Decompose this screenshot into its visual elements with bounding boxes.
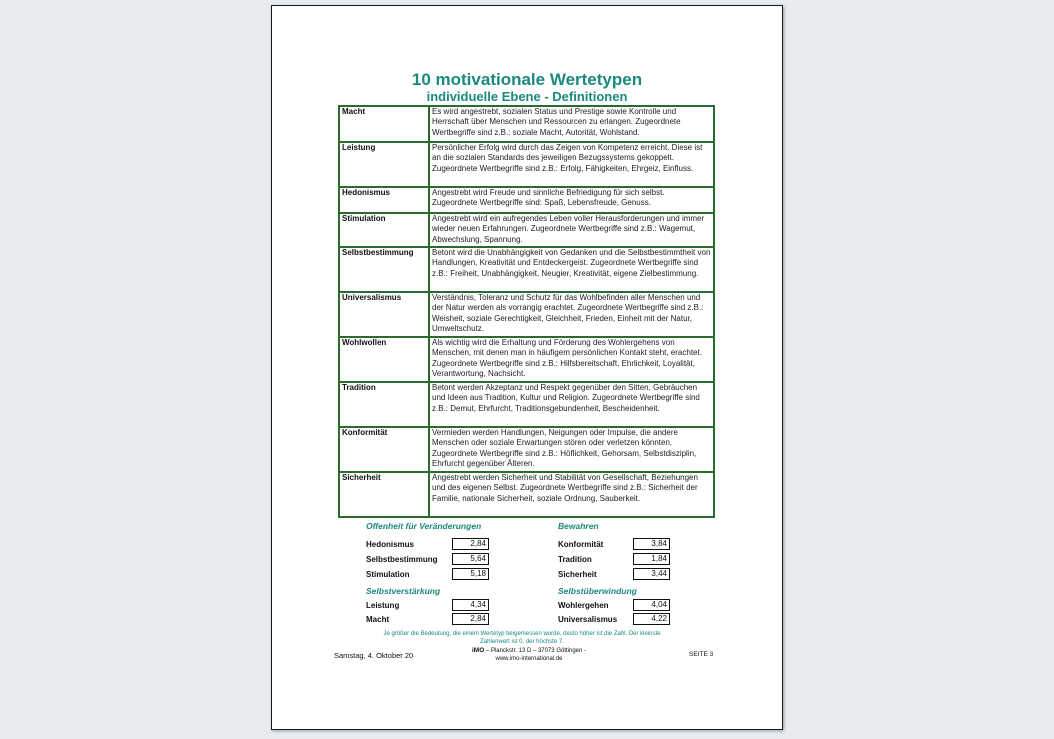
table-row — [339, 247, 714, 292]
section-heading-bewahren: Bewahren — [558, 521, 599, 531]
section-heading-selbstverstaerkung: Selbstverstärkung — [366, 586, 441, 596]
definition-cell: Als wichtig wird die Erhaltung und Förderung des Wohlergehens von Menschen, mit denen man in häufigem persönlichen Kontakt steht, erachtet. Zugeordnete Wertbegriffe sind z.B.: Hilfsbereitschaft, Ehrlichkeit, Loyalität, Verantwortung, Nachsicht. — [429, 337, 714, 382]
table-row — [339, 292, 714, 337]
section-heading-selbstueberwindung: Selbstüberwindung — [558, 586, 637, 596]
score-value: 3,44 — [633, 568, 670, 580]
score-value: 5,64 — [452, 553, 489, 565]
definition-cell: Angestrebt wird Freude und sinnliche Befriedigung für sich selbst. Zugeordnete Wertbegriffe sind: Spaß, Lebensfreude, Genuss. — [429, 187, 714, 213]
definition-cell: Es wird angestrebt, sozialen Status und Prestige sowie Kontrolle und Herrschaft über Menschen und Ressourcen zu erlangen. Zugeordnete Wertbegriffe sind z.B.: soziale Macht, Autorität, Wohlstand. — [429, 106, 714, 142]
score-value: 1,84 — [633, 553, 670, 565]
document-page — [271, 5, 783, 730]
term-cell: Sicherheit — [339, 472, 429, 517]
table-row — [339, 337, 714, 382]
term-cell: Wohlwollen — [339, 337, 429, 382]
score-label: Stimulation — [366, 570, 410, 579]
definition-cell: Angestrebt werden Sicherheit und Stabilität von Gesellschaft, Beziehungen und des eigenen Selbst. Zugeordnete Wertbegriffe sind z.B.: Sicherheit der Familie, nationale Sicherheit, soziale Ordnung, Sauberkeit. — [429, 472, 714, 517]
org-website: www.imo-international.de — [495, 655, 563, 662]
term-cell: Universalismus — [339, 292, 429, 337]
score-label: Universalismus — [558, 615, 618, 624]
scale-note-line: Je größer die Bedeutung, die einem Wertetyp beigemessen wurde, desto höher ist die Zahl. Der kleinste — [383, 631, 661, 637]
scale-note — [352, 630, 692, 646]
definition-cell: Betont werden Akzeptanz und Respekt gegenüber den Sitten, Gebräuchen und Ideen aus Tradition, Kultur und Religion. Zugeordnete Wertbegriffe sind z.B.: Demut, Ehrfurcht, Traditionsgebundenheit, Bescheidenheit. — [429, 382, 714, 427]
term-cell: Stimulation — [339, 213, 429, 247]
score-value: 2,84 — [452, 538, 489, 550]
definition-cell: Vermieden werden Handlungen, Neigungen oder Impulse, die andere Menschen oder soziale Erwartungen stören oder verletzen könnten. Zugeordnete Wertbegriffe sind z.B.: Höflichkeit, Gehorsam, Selbstdisziplin, Ehrfurcht gegenüber Älteren. — [429, 427, 714, 472]
score-value: 2,84 — [452, 613, 489, 625]
score-label: Leistung — [366, 601, 400, 610]
term-cell: Macht — [339, 106, 429, 142]
score-value: 3,84 — [633, 538, 670, 550]
term-cell: Hedonismus — [339, 187, 429, 213]
score-label: Konformität — [558, 540, 604, 549]
table-row — [339, 382, 714, 427]
term-cell: Tradition — [339, 382, 429, 427]
score-label: Tradition — [558, 555, 592, 564]
org-logo-text: iMO — [471, 647, 485, 654]
page-title: 10 motivationale Wertetypen — [411, 70, 643, 89]
score-value: 4,34 — [452, 599, 489, 611]
score-value: 5,18 — [452, 568, 489, 580]
term-cell: Selbstbestimmung — [339, 247, 429, 292]
definition-cell: Verständnis, Toleranz und Schutz für das Wohlbefinden aller Menschen und der Natur werden als vorrangig erachtet. Zugeordnete Wertbegriffe sind z.B.: Weisheit, soziale Gerechtigkeit, Gleichheit, Frieden, Einheit mit der Natur, Umweltschutz. — [429, 292, 714, 337]
term-cell: Leistung — [339, 142, 429, 187]
page-subtitle: individuelle Ebene - Definitionen — [426, 89, 628, 104]
table-row — [339, 142, 714, 187]
table-row — [339, 187, 714, 213]
org-address: – Planckstr. 13 D – 37073 Göttingen - — [485, 648, 586, 654]
section-heading-offenheit: Offenheit für Veränderungen — [366, 521, 482, 531]
footer-date: Samstag, 4. Oktober 20 — [334, 651, 414, 660]
score-label: Macht — [366, 615, 390, 624]
term-cell: Konformität — [339, 427, 429, 472]
table-row — [339, 106, 714, 142]
footer-organization — [444, 647, 614, 663]
scale-note-line: Zahlenwert ist 0, der höchste 7. — [480, 639, 564, 645]
definition-cell: Betont wird die Unabhängigkeit von Gedanken und die Selbstbestimmtheit von Handlungen, Kreativität und Entdeckergeist. Zugeordnete Wertbegriffe sind z.B.: Freiheit, Unabhängigkeit, Neugier, Kreativität, eigene Zielbestimmung. — [429, 247, 714, 292]
score-value: 4,22 — [633, 613, 670, 625]
definition-cell: Persönlicher Erfolg wird durch das Zeigen von Kompetenz erreicht. Diese ist an die sozialen Standards des jeweiligen Bezugssystems gekoppelt. Zugeordnete Wertbegriffe sind z.B.: Erfolg, Fähigkeiten, Ehrgeiz, Einfluss. — [429, 142, 714, 187]
score-label: Wohlergehen — [558, 601, 609, 610]
score-label: Hedonismus — [366, 540, 415, 549]
score-label: Sicherheit — [558, 570, 597, 579]
footer-page-number: SEITE 3 — [689, 651, 714, 658]
definition-cell: Angestrebt wird ein aufregendes Leben voller Herausforderungen und immer wieder neuen Erfahrungen. Zugeordnete Wertbegriffe sind z.B.: Wagemut, Abwechslung, Spannung. — [429, 213, 714, 247]
score-value: 4,04 — [633, 599, 670, 611]
table-row — [339, 213, 714, 247]
table-row — [339, 472, 714, 517]
table-row — [339, 427, 714, 472]
definitions-table — [338, 105, 715, 518]
score-label: Selbstbestimmung — [366, 555, 438, 564]
